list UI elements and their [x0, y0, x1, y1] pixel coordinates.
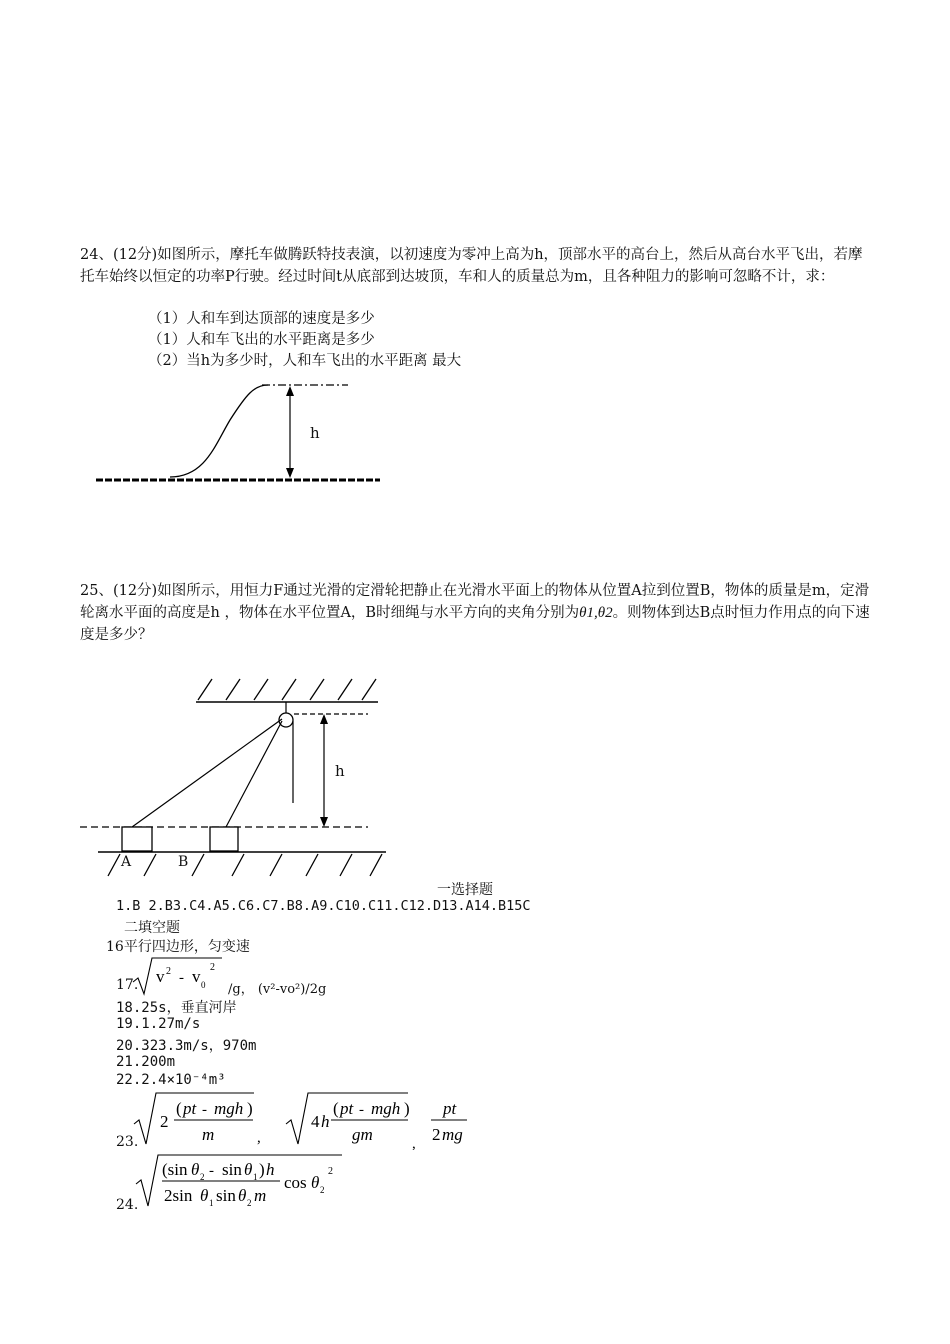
- svg-text:θ: θ: [311, 1173, 320, 1192]
- svg-text:1: 1: [209, 1198, 214, 1208]
- svg-text:0: 0: [201, 980, 206, 990]
- svg-text:(sin: (sin: [162, 1160, 188, 1179]
- svg-text:θ: θ: [191, 1160, 200, 1179]
- answer-23-formula: [130, 1090, 480, 1150]
- svg-text:cos: cos: [284, 1173, 307, 1192]
- svg-text:2: 2: [166, 966, 171, 977]
- svg-text:h: h: [266, 1160, 275, 1179]
- choice-answers: 1.B 2.B3.C4.A5.C6.C7.B8.A9.C10.C11.C12.D13.A14.B15C: [116, 898, 531, 914]
- answer-20: 20.323.3m/s，970m: [116, 1038, 257, 1054]
- svg-text:): ): [259, 1160, 265, 1179]
- svg-text:,: ,: [412, 1136, 416, 1150]
- answer-24-number: 24.: [116, 1197, 139, 1213]
- svg-text:2: 2: [320, 1185, 325, 1195]
- section-1-title: 一选择题: [437, 882, 493, 898]
- answer-18: 18.25s，垂直河岸: [116, 1000, 237, 1016]
- svg-text:,: ,: [257, 1130, 261, 1146]
- svg-text:1: 1: [253, 1172, 258, 1182]
- figure-25-label-h: h: [335, 762, 345, 780]
- answer-24-formula: [130, 1148, 350, 1214]
- theta-symbols: θ1,θ2: [579, 605, 613, 621]
- svg-text:pt: pt: [183, 1099, 197, 1118]
- svg-text:4: 4: [311, 1112, 320, 1131]
- svg-text:2: 2: [432, 1125, 441, 1144]
- svg-text:v: v: [156, 967, 165, 986]
- svg-text:2: 2: [210, 962, 215, 973]
- answer-16: 16平行四边形，匀变速: [106, 939, 250, 955]
- answer-17-formula: [130, 954, 230, 998]
- svg-text:sin: sin: [222, 1160, 242, 1179]
- svg-text:pt: pt: [443, 1099, 457, 1118]
- svg-text:mg: mg: [442, 1125, 463, 1144]
- svg-text:θ: θ: [238, 1186, 247, 1205]
- svg-text:pt: pt: [340, 1099, 354, 1118]
- svg-text:2: 2: [200, 1172, 205, 1182]
- answer-19: 19.1.27m/s: [116, 1016, 201, 1032]
- answer-21: 21.200m: [116, 1054, 176, 1070]
- answer-17-tail: /g， (v²-vo²)/2g: [228, 982, 327, 997]
- figure-24-label-h: h: [310, 424, 320, 442]
- svg-text:-: -: [179, 970, 184, 986]
- svg-text:θ: θ: [244, 1160, 253, 1179]
- question-24-sub-3: （2）当h为多少时，人和车飞出的水平距离 最大: [148, 353, 462, 369]
- svg-text:gm: gm: [352, 1125, 373, 1144]
- svg-text:v: v: [192, 967, 201, 986]
- svg-text:(: (: [333, 1099, 339, 1118]
- figure-25-label-b: B: [178, 854, 189, 870]
- question-24-text: 24、(12分)如图所示，摩托车做腾跃特技表演，以初速度为零冲上高为h，顶部水平的高台上，然后从高台水平飞出，若摩托车始终以恒定的功率P行驶。经过时间t从底部到达坡顶，车和人的质量总为m，且各种阻力的影响可忽略不计，求：: [80, 247, 863, 285]
- svg-text:2: 2: [160, 1112, 169, 1131]
- answer-17-number: 17.: [116, 977, 139, 993]
- svg-text:m: m: [202, 1125, 215, 1144]
- svg-text:sin: sin: [216, 1186, 236, 1205]
- section-2-title: 二填空题: [124, 920, 180, 936]
- svg-text:-: -: [359, 1102, 364, 1118]
- question-24-sub-1: （1）人和车到达顶部的速度是多少: [148, 311, 375, 327]
- answer-22: 22.2.4×10⁻⁴m³: [116, 1072, 226, 1088]
- svg-text:2: 2: [247, 1198, 252, 1208]
- question-24-sub-2: （1）人和车飞出的水平距离是多少: [148, 332, 375, 348]
- svg-text:-: -: [209, 1163, 214, 1179]
- svg-text:m: m: [254, 1186, 267, 1205]
- svg-text:2sin: 2sin: [164, 1186, 193, 1205]
- svg-text:mgh: mgh: [214, 1099, 244, 1118]
- svg-text:h: h: [321, 1112, 330, 1131]
- svg-text:): ): [247, 1099, 253, 1118]
- svg-text:): ): [404, 1099, 410, 1118]
- svg-text:2: 2: [328, 1166, 333, 1177]
- svg-text:mgh: mgh: [371, 1099, 401, 1118]
- svg-text:-: -: [202, 1102, 207, 1118]
- question-25-text-a: 25、(12分)如图所示，用恒力F通过光滑的定滑轮把静止在光滑水平面上的物体从位置A拉到位置B，物体的质量是m，定滑轮离水平面的高度是h ，物体在水平位置A，B时细绳与水平方向的夹角分别为: [80, 583, 870, 621]
- question-25-text-b: 。则物体到达B点时恒力作用点的向下速度是多少？: [80, 605, 870, 643]
- svg-text:θ: θ: [200, 1186, 209, 1205]
- svg-text:(: (: [176, 1099, 182, 1118]
- figure-25-label-a: A: [121, 854, 132, 870]
- answer-23-number: 23.: [116, 1134, 139, 1150]
